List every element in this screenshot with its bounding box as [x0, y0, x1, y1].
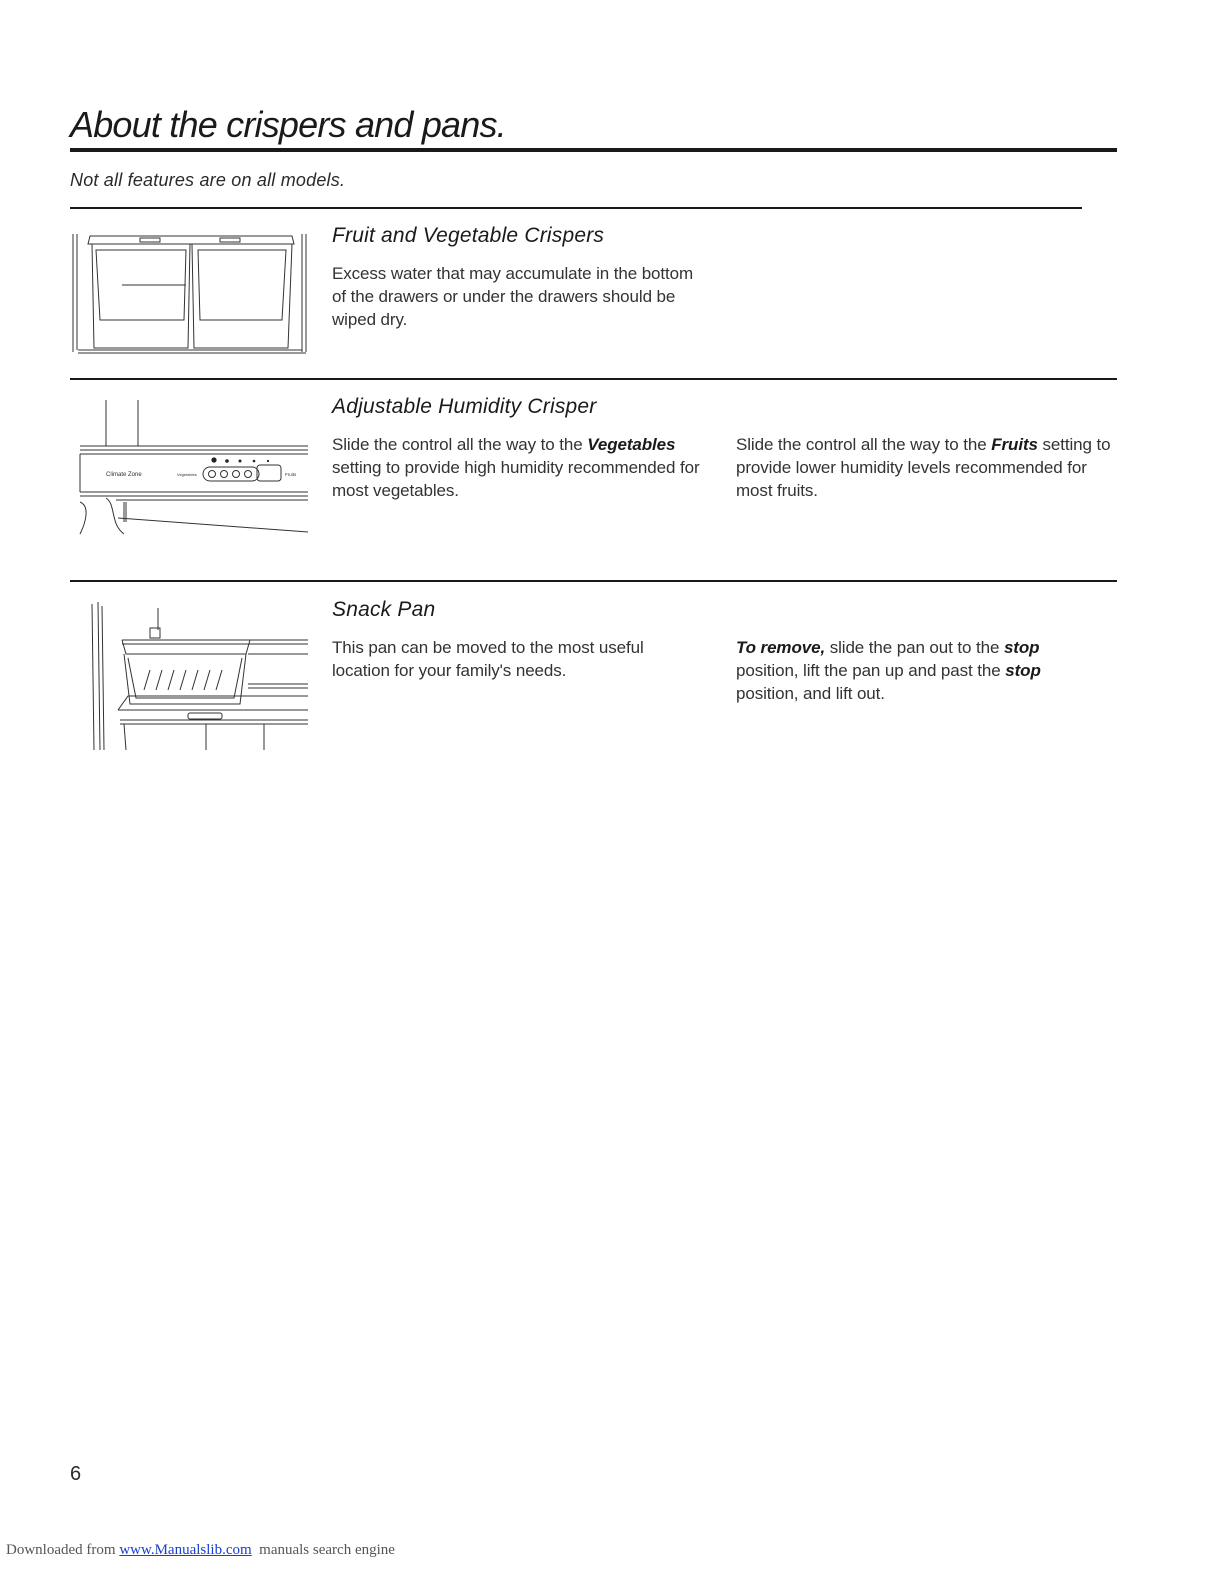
section-rule-humidity	[70, 378, 1117, 380]
snack-pan-illustration	[88, 600, 312, 752]
page-number: 6	[70, 1463, 82, 1485]
crispers-heading: Fruit and Vegetable Crispers	[332, 224, 605, 247]
vegetables-label: Vegetables	[177, 472, 197, 477]
fruits-label: Fruits	[285, 472, 297, 477]
snack-pan-remove-text: To remove, slide the pan out to the stop position, lift the pan up and past the stop position, and lift out.	[736, 638, 1041, 703]
crispers-text: Excess water that may accumulate in the bottom of the drawers or under the drawers should be wiped dry.	[332, 264, 694, 329]
page-subtitle: Not all features are on all models.	[70, 170, 346, 190]
manualslib-link[interactable]: www.Manualslib.com	[119, 1542, 252, 1558]
humidity-vegetables-text: Slide the control all the way to the Vegetables setting to provide high humidity recommended for most vegetables.	[332, 435, 700, 500]
download-footer: Downloaded from www.Manualslib.com manuals search engine	[6, 1542, 395, 1558]
humidity-fruits-text: Slide the control all the way to the Fruits setting to provide lower humidity levels recommended for most fruits.	[736, 435, 1111, 500]
subtitle-rule	[70, 207, 1082, 209]
section-rule-snack	[70, 580, 1117, 582]
snack-pan-heading: Snack Pan	[332, 598, 436, 621]
humidity-heading: Adjustable Humidity Crisper	[332, 395, 597, 418]
title-rule	[70, 148, 1117, 152]
crisper-drawers-illustration	[70, 230, 310, 355]
humidity-control-illustration	[76, 398, 312, 538]
climate-zone-label: Climate Zone	[106, 472, 142, 478]
page-title: About the crispers and pans.	[70, 104, 506, 145]
snack-pan-text: This pan can be moved to the most useful location for your family's needs.	[332, 638, 644, 680]
